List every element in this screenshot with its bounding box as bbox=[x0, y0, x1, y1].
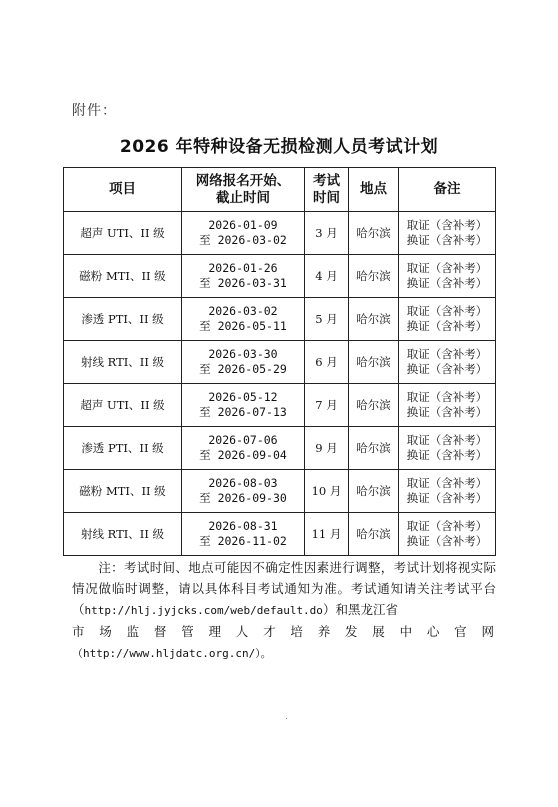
cell-period bbox=[182, 298, 305, 341]
remark-line2: 换证（含补考） bbox=[406, 491, 488, 505]
cell-period bbox=[182, 513, 305, 556]
note-text-part1: 注：考试时间、地点可能因不确定性因素进行调整，考试计划将视实际情况做临时调整，请以具体科目考试通知为准。考试通知请关注考试平台（ bbox=[72, 560, 496, 617]
header-remark: 备注 bbox=[399, 168, 496, 212]
note-text-part2: ）和黑龙江省 bbox=[322, 602, 398, 617]
remark-line2: 换证（含补考） bbox=[406, 233, 488, 247]
header-time-line1: 考试 bbox=[313, 172, 340, 189]
cell-place: 哈尔滨 bbox=[349, 298, 399, 341]
cell-exam-time: 3 月 bbox=[305, 212, 349, 255]
cell-item: 射线 RTI、II 级 bbox=[64, 513, 182, 556]
period-start: 2026-01-09 bbox=[208, 218, 278, 232]
remark-line1: 取证（含补考） bbox=[406, 433, 488, 447]
period-start: 2026-08-03 bbox=[208, 476, 278, 490]
table-row bbox=[64, 255, 496, 298]
cell-period bbox=[182, 212, 305, 255]
table-row bbox=[64, 427, 496, 470]
table-row bbox=[64, 384, 496, 427]
cell-remark bbox=[399, 341, 496, 384]
cell-period bbox=[182, 255, 305, 298]
scan-speck bbox=[286, 718, 287, 719]
header-period-line2: 截止时间 bbox=[216, 189, 270, 206]
cell-item: 渗透 PTI、II 级 bbox=[64, 298, 182, 341]
document-title: 2026 年特种设备无损检测人员考试计划 bbox=[119, 137, 439, 157]
cell-remark bbox=[399, 427, 496, 470]
header-registration-period bbox=[182, 168, 305, 212]
header-exam-time bbox=[305, 168, 349, 212]
note-text-part3: 市场监督管理人才培养发展中心官网 bbox=[72, 624, 496, 639]
period-end: 至 2026-03-02 bbox=[199, 233, 287, 247]
period-end: 至 2026-03-31 bbox=[199, 276, 287, 290]
center-website-link[interactable]: （http://www.hljdatc.org.cn/）。 bbox=[72, 647, 272, 660]
remark-line2: 换证（含补考） bbox=[406, 534, 488, 548]
table-body bbox=[64, 212, 496, 556]
header-row bbox=[64, 168, 496, 212]
exam-platform-link[interactable]: http://hlj.jyjcks.com/web/default.do bbox=[84, 604, 323, 617]
remark-line2: 换证（含补考） bbox=[406, 319, 488, 333]
cell-remark bbox=[399, 384, 496, 427]
cell-place: 哈尔滨 bbox=[349, 513, 399, 556]
period-start: 2026-03-02 bbox=[208, 304, 278, 318]
remark-line2: 换证（含补考） bbox=[406, 405, 488, 419]
period-end: 至 2026-09-04 bbox=[199, 448, 287, 462]
cell-place: 哈尔滨 bbox=[349, 341, 399, 384]
period-end: 至 2026-05-11 bbox=[199, 319, 287, 333]
cell-remark bbox=[399, 470, 496, 513]
cell-item: 超声 UTI、II 级 bbox=[64, 384, 182, 427]
period-start: 2026-05-12 bbox=[208, 390, 278, 404]
cell-item: 射线 RTI、II 级 bbox=[64, 341, 182, 384]
period-start: 2026-01-26 bbox=[208, 261, 278, 275]
cell-place: 哈尔滨 bbox=[349, 470, 399, 513]
cell-place: 哈尔滨 bbox=[349, 384, 399, 427]
remark-line2: 换证（含补考） bbox=[406, 448, 488, 462]
cell-item: 磁粉 MTI、II 级 bbox=[64, 255, 182, 298]
exam-plan-table bbox=[63, 167, 496, 556]
period-end: 至 2026-09-30 bbox=[199, 491, 287, 505]
remark-line1: 取证（含补考） bbox=[406, 390, 488, 404]
table-header bbox=[64, 168, 496, 212]
cell-remark bbox=[399, 212, 496, 255]
period-start: 2026-07-06 bbox=[208, 433, 278, 447]
cell-exam-time: 6 月 bbox=[305, 341, 349, 384]
remark-line1: 取证（含补考） bbox=[406, 519, 488, 533]
cell-remark bbox=[399, 513, 496, 556]
remark-line1: 取证（含补考） bbox=[406, 476, 488, 490]
remark-line1: 取证（含补考） bbox=[406, 347, 488, 361]
remark-line1: 取证（含补考） bbox=[406, 218, 488, 232]
period-start: 2026-03-30 bbox=[208, 347, 278, 361]
cell-place: 哈尔滨 bbox=[349, 212, 399, 255]
cell-period bbox=[182, 341, 305, 384]
header-time-line2: 时间 bbox=[313, 189, 340, 206]
cell-exam-time: 7 月 bbox=[305, 384, 349, 427]
cell-remark bbox=[399, 298, 496, 341]
cell-item: 渗透 PTI、II 级 bbox=[64, 427, 182, 470]
cell-remark bbox=[399, 255, 496, 298]
period-start: 2026-08-31 bbox=[208, 519, 278, 533]
remark-line1: 取证（含补考） bbox=[406, 261, 488, 275]
remark-line2: 换证（含补考） bbox=[406, 362, 488, 376]
period-end: 至 2026-07-13 bbox=[199, 405, 287, 419]
remark-line2: 换证（含补考） bbox=[406, 276, 488, 290]
table-row bbox=[64, 470, 496, 513]
table-row bbox=[64, 298, 496, 341]
cell-exam-time: 11 月 bbox=[305, 513, 349, 556]
cell-period bbox=[182, 384, 305, 427]
cell-exam-time: 4 月 bbox=[305, 255, 349, 298]
remark-line1: 取证（含补考） bbox=[406, 304, 488, 318]
header-place: 地点 bbox=[349, 168, 399, 212]
cell-period bbox=[182, 470, 305, 513]
period-end: 至 2026-05-29 bbox=[199, 362, 287, 376]
cell-exam-time: 10 月 bbox=[305, 470, 349, 513]
cell-place: 哈尔滨 bbox=[349, 427, 399, 470]
footnote bbox=[72, 557, 496, 664]
cell-exam-time: 9 月 bbox=[305, 427, 349, 470]
attachment-label: 附件： bbox=[72, 103, 117, 119]
table-row bbox=[64, 513, 496, 556]
cell-item: 磁粉 MTI、II 级 bbox=[64, 470, 182, 513]
cell-period bbox=[182, 427, 305, 470]
period-end: 至 2026-11-02 bbox=[199, 534, 287, 548]
header-item: 项目 bbox=[64, 168, 182, 212]
header-period-line1: 网络报名开始、 bbox=[195, 172, 291, 189]
table-row bbox=[64, 341, 496, 384]
table-row bbox=[64, 212, 496, 255]
cell-place: 哈尔滨 bbox=[349, 255, 399, 298]
cell-exam-time: 5 月 bbox=[305, 298, 349, 341]
cell-item: 超声 UTI、II 级 bbox=[64, 212, 182, 255]
